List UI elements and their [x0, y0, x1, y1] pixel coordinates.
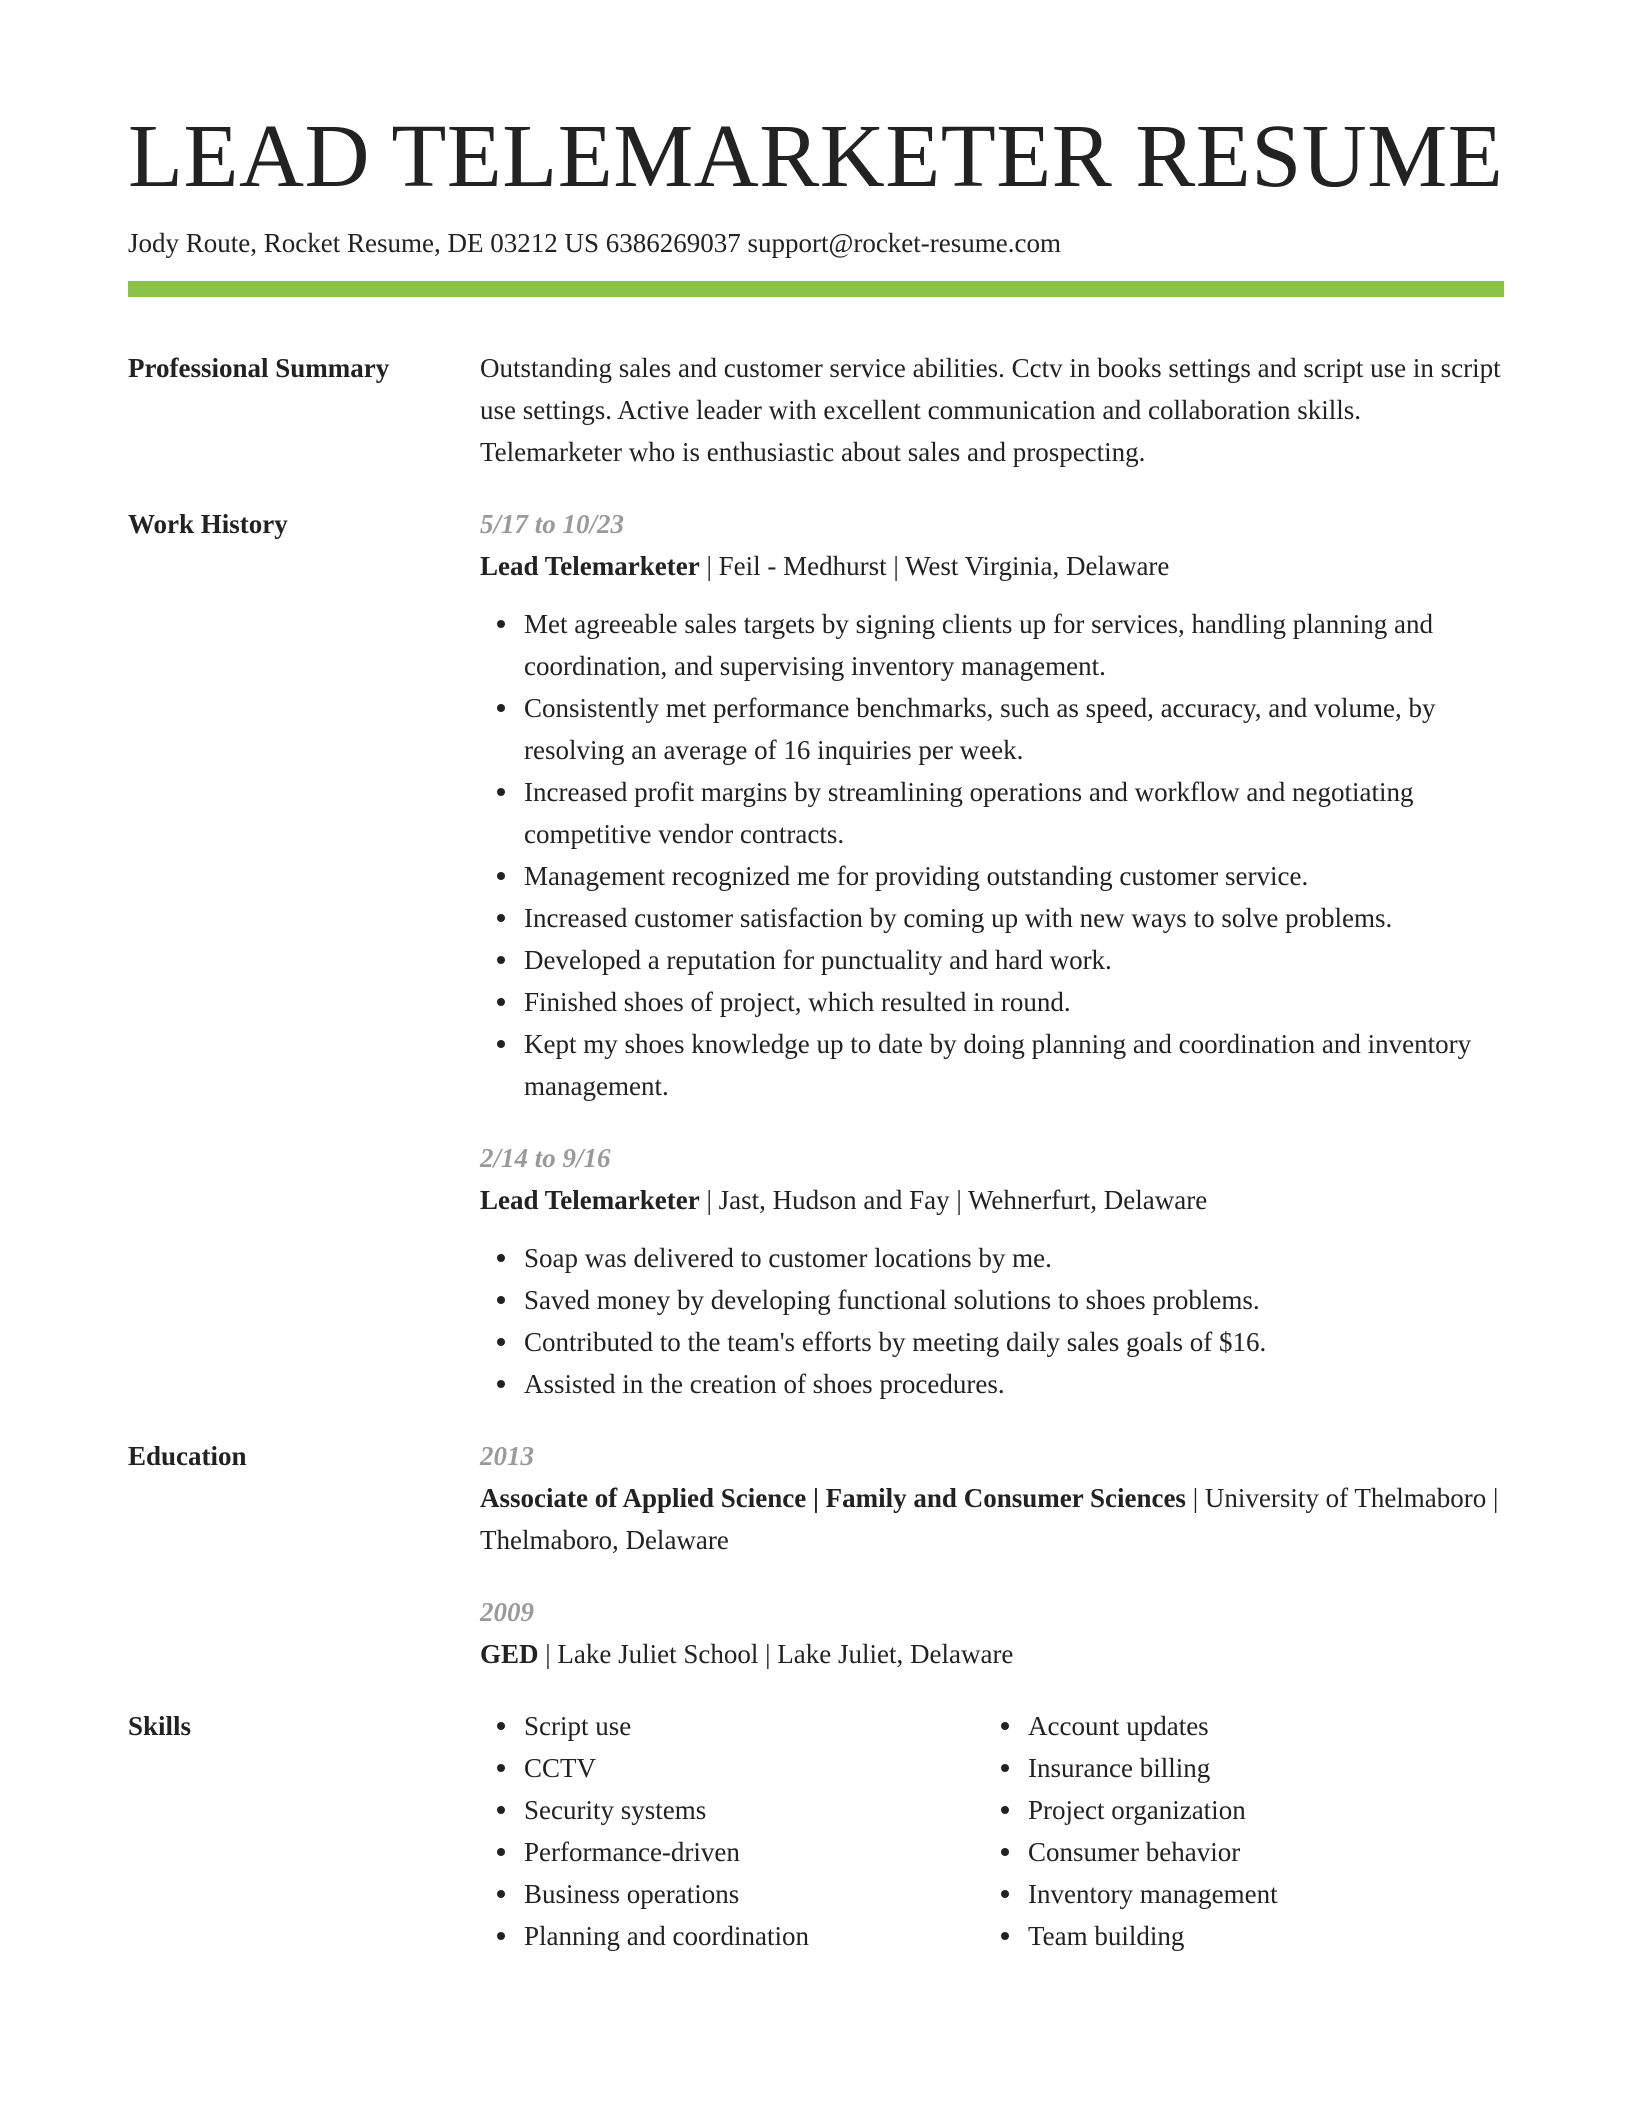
- skill-item: Business operations: [524, 1873, 984, 1915]
- education-year: 2013: [480, 1441, 534, 1472]
- work-history-section: [128, 503, 1504, 1405]
- job-entry: [480, 1137, 1504, 1405]
- job-bullet: Kept my shoes knowledge up to date by doing planning and coordination and inventory management.: [524, 1023, 1504, 1107]
- job-bullet: Increased customer satisfaction by coming up with new ways to solve problems.: [524, 897, 1504, 939]
- education-degree: GED: [480, 1639, 539, 1670]
- accent-divider: [128, 281, 1504, 297]
- skill-item: Consumer behavior: [1028, 1831, 1488, 1873]
- job-bullet: Contributed to the team's efforts by meeting daily sales goals of $16.: [524, 1321, 1504, 1363]
- job-title: Lead Telemarketer: [480, 1185, 700, 1216]
- skill-item: Performance-driven: [524, 1831, 984, 1873]
- skills-list-right: [984, 1705, 1488, 1957]
- skills-label: Skills: [128, 1711, 192, 1742]
- summary-body: [480, 347, 1504, 473]
- job-bullets: [480, 1237, 1504, 1405]
- job-bullet: Finished shoes of project, which resulted in round.: [524, 981, 1504, 1023]
- skill-item: Team building: [1028, 1915, 1488, 1957]
- summary-text: Outstanding sales and customer service abilities. Cctv in books settings and script use in script use settings. Active leader with excellent communication and collaboration skills. Telemarketer who is enthusiastic about sales and prospecting.: [480, 353, 1501, 468]
- job-bullet: Developed a reputation for punctuality and hard work.: [524, 939, 1504, 981]
- job-dates: 5/17 to 10/23: [480, 509, 625, 540]
- education-section: [128, 1435, 1504, 1675]
- job-dates: 2/14 to 9/16: [480, 1143, 611, 1174]
- skills-column-left: [480, 1705, 984, 1957]
- resume-sections: [128, 347, 1504, 1957]
- skills-column-right: [984, 1705, 1488, 1957]
- job-bullet: Consistently met performance benchmarks, such as speed, accuracy, and volume, by resolving an average of 16 inquiries per week.: [524, 687, 1504, 771]
- job-bullet: Saved money by developing functional solutions to shoes problems.: [524, 1279, 1504, 1321]
- page-title: LEAD TELEMARKETER RESUME: [128, 107, 1504, 206]
- skill-item: Security systems: [524, 1789, 984, 1831]
- education-school-location: | University of Thelmaboro | Thelmaboro, Delaware: [480, 1483, 1499, 1556]
- education-body: [480, 1435, 1504, 1675]
- education-entry: [480, 1591, 1504, 1675]
- job-employer-location: | Jast, Hudson and Fay | Wehnerfurt, Delaware: [699, 1185, 1208, 1216]
- job-employer-location: | Feil - Medhurst | West Virginia, Delaware: [699, 551, 1170, 582]
- work-history-body: [480, 503, 1504, 1405]
- job-entry: [480, 503, 1504, 1107]
- skill-item: Project organization: [1028, 1789, 1488, 1831]
- education-label: Education: [128, 1441, 247, 1472]
- job-bullet: Soap was delivered to customer locations by me.: [524, 1237, 1504, 1279]
- job-heading: [480, 545, 1504, 587]
- education-entry: [480, 1435, 1504, 1561]
- education-degree: Associate of Applied Science | Family and Consumer Sciences: [480, 1483, 1186, 1514]
- job-bullets: [480, 603, 1504, 1107]
- job-bullet: Increased profit margins by streamlining operations and workflow and negotiating competitive vendor contracts.: [524, 771, 1504, 855]
- skills-grid: [480, 1705, 1504, 1957]
- job-bullet: Assisted in the creation of shoes procedures.: [524, 1363, 1504, 1405]
- summary-section: [128, 347, 1504, 473]
- skill-item: Planning and coordination: [524, 1915, 984, 1957]
- skills-list-left: [480, 1705, 984, 1957]
- summary-label: Professional Summary: [128, 353, 390, 384]
- skills-body: [480, 1705, 1504, 1957]
- skill-item: Insurance billing: [1028, 1747, 1488, 1789]
- skills-section: [128, 1705, 1504, 1957]
- education-school-location: | Lake Juliet School | Lake Juliet, Delaware: [538, 1639, 1014, 1670]
- job-bullet: Met agreeable sales targets by signing clients up for services, handling planning and coordination, and supervising inventory management.: [524, 603, 1504, 687]
- job-title: Lead Telemarketer: [480, 551, 700, 582]
- education-heading: [480, 1633, 1504, 1675]
- contact-line: Jody Route, Rocket Resume, DE 03212 US 6386269037 support@rocket-resume.com: [128, 228, 1061, 258]
- skill-item: CCTV: [524, 1747, 984, 1789]
- education-heading: [480, 1477, 1504, 1561]
- skill-item: Account updates: [1028, 1705, 1488, 1747]
- job-bullet: Management recognized me for providing outstanding customer service.: [524, 855, 1504, 897]
- skill-item: Inventory management: [1028, 1873, 1488, 1915]
- work-history-label: Work History: [128, 509, 288, 540]
- education-year: 2009: [480, 1597, 534, 1628]
- job-heading: [480, 1179, 1504, 1221]
- skill-item: Script use: [524, 1705, 984, 1747]
